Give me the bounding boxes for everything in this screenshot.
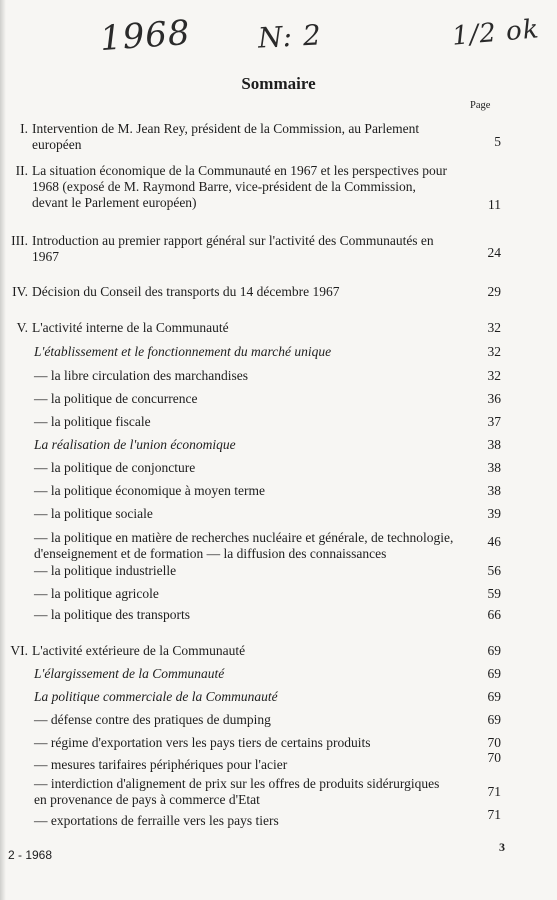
toc-text: — la politique sociale bbox=[34, 506, 153, 521]
toc-text: — mesures tarifaires périphériques pour l'acier bbox=[34, 757, 288, 772]
toc-page: 36 bbox=[487, 391, 501, 406]
toc-subentry bbox=[0, 776, 557, 810]
toc-page: 46 bbox=[487, 534, 501, 549]
toc-text: — la politique de conjoncture bbox=[34, 460, 196, 475]
toc-text: — la politique fiscale bbox=[34, 414, 151, 429]
toc-numeral: V. bbox=[16, 320, 28, 335]
toc-text: — la politique agricole bbox=[34, 586, 159, 601]
handwritten-mark: 1/2 ok bbox=[450, 14, 541, 52]
toc-numeral: IV. bbox=[12, 284, 28, 299]
page-number: 3 bbox=[499, 840, 505, 854]
page-column-header: Page bbox=[470, 100, 491, 111]
toc-entry bbox=[0, 233, 557, 269]
toc-numeral: II. bbox=[15, 163, 28, 178]
handwritten-number: N: 2 bbox=[257, 18, 323, 55]
issue-footer: 2 - 1968 bbox=[8, 848, 53, 862]
toc-page: 37 bbox=[487, 414, 501, 429]
toc-page: 38 bbox=[487, 460, 501, 475]
toc-page: 32 bbox=[487, 368, 501, 383]
toc-text: L'établissement et le fonctionnement du marché unique bbox=[34, 344, 332, 359]
toc-page: 71 bbox=[487, 784, 501, 799]
toc-text: — exportations de ferraille vers les pays tiers bbox=[34, 813, 279, 828]
toc-page: 32 bbox=[487, 320, 501, 335]
toc-page: 56 bbox=[487, 563, 501, 578]
toc-page: 70 bbox=[487, 735, 501, 750]
toc-page: 69 bbox=[487, 689, 501, 704]
toc-numeral: III. bbox=[11, 233, 28, 248]
toc-text: La réalisation de l'union économique bbox=[34, 437, 236, 452]
toc-page: 70 bbox=[487, 750, 501, 765]
toc-page: 38 bbox=[487, 483, 501, 498]
toc-page: 69 bbox=[487, 712, 501, 727]
toc-text: — la politique de concurrence bbox=[34, 391, 198, 406]
toc-numeral: VI. bbox=[10, 643, 28, 658]
toc-page: 39 bbox=[487, 506, 501, 521]
handwritten-year: 1968 bbox=[98, 12, 192, 60]
toc-page: 32 bbox=[487, 344, 501, 359]
toc-text: Introduction au premier rapport général sur l'activité des Communautés en 1967 bbox=[32, 233, 434, 264]
toc-page: 29 bbox=[487, 284, 501, 299]
toc-entry bbox=[0, 121, 557, 157]
toc-text: — la politique industrielle bbox=[34, 563, 177, 578]
toc-page: 71 bbox=[487, 807, 501, 822]
toc-numeral: I. bbox=[20, 121, 28, 136]
toc-page: 11 bbox=[488, 197, 501, 212]
toc-text: Décision du Conseil des transports du 14 décembre 1967 bbox=[32, 284, 340, 299]
toc-text: L'élargissement de la Communauté bbox=[34, 666, 225, 681]
toc-text: — interdiction d'alignement de prix sur les offres de produits sidérurgiques en provenance de pays à commerce d'Etat bbox=[34, 776, 440, 807]
toc-text: — défense contre des pratiques de dumping bbox=[34, 712, 271, 727]
toc-page: 66 bbox=[487, 607, 501, 622]
toc-page: 5 bbox=[494, 134, 501, 149]
toc-entry bbox=[0, 163, 557, 215]
toc-text: — la politique des transports bbox=[34, 607, 190, 622]
toc-text: — la politique en matière de recherches nucléaire et générale, de technologie, d'enseignement et de formation — la diffusion des connaissances bbox=[34, 530, 454, 561]
toc-text: L'activité extérieure de la Communauté bbox=[32, 643, 246, 658]
toc-page: 38 bbox=[487, 437, 501, 452]
toc-page: 24 bbox=[487, 245, 501, 260]
toc-page: 59 bbox=[487, 586, 501, 601]
toc-page: 69 bbox=[487, 643, 501, 658]
toc-text: — la politique économique à moyen terme bbox=[34, 483, 265, 498]
toc-text: Intervention de M. Jean Rey, président de la Commission, au Parlement européen bbox=[32, 121, 420, 152]
toc-page: 69 bbox=[487, 666, 501, 681]
toc-text: — régime d'exportation vers les pays tiers de certains produits bbox=[34, 735, 371, 750]
toc-text: La politique commerciale de la Communauté bbox=[34, 689, 278, 704]
toc-text: — la libre circulation des marchandises bbox=[34, 368, 249, 383]
toc-subentry bbox=[0, 530, 557, 564]
toc-text: La situation économique de la Communauté en 1967 et les perspectives pour 1968 (exposé de M. Raymond Barre, vice-président de la Commission, devant le Parlement européen) bbox=[32, 163, 448, 210]
page-title: Sommaire bbox=[241, 74, 316, 93]
toc-text: L'activité interne de la Communauté bbox=[32, 320, 229, 335]
